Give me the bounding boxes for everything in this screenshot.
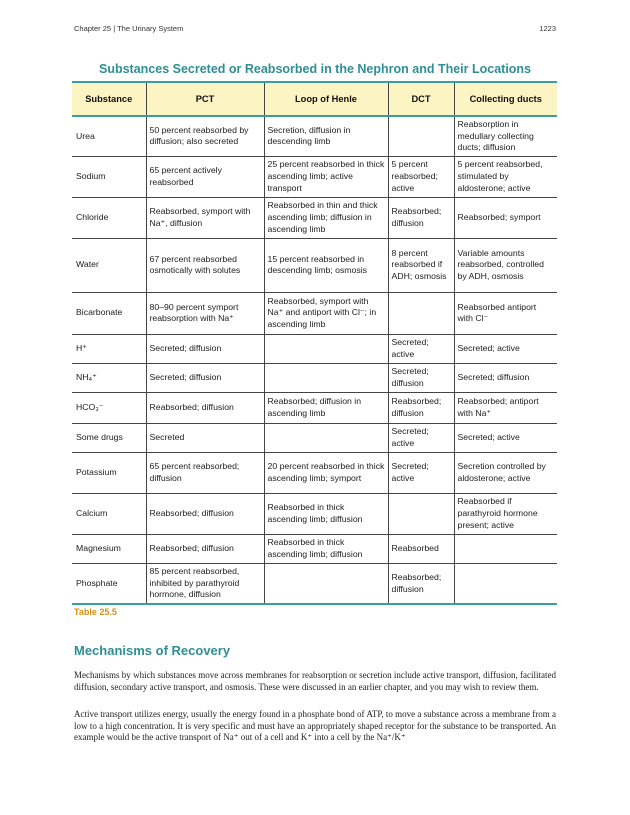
pct-cell: Secreted (146, 423, 264, 452)
pct-cell: 65 percent actively reabsorbed (146, 156, 264, 197)
dct-cell: Reabsorbed (388, 534, 454, 563)
column-header: DCT (388, 82, 454, 116)
loop-cell (264, 423, 388, 452)
dct-cell (388, 493, 454, 534)
column-header: Substance (72, 82, 146, 116)
section-heading: Mechanisms of Recovery (74, 643, 231, 658)
dct-cell: Reabsorbed; diffusion (388, 197, 454, 238)
pct-cell: 67 percent reabsorbed osmotically with solutes (146, 238, 264, 292)
collecting-cell: Reabsorbed if parathyroid hormone present; active (454, 493, 557, 534)
collecting-cell: Secretion controlled by aldosterone; active (454, 452, 557, 493)
pct-cell: Reabsorbed; diffusion (146, 392, 264, 423)
loop-cell (264, 563, 388, 604)
pct-cell: Secreted; diffusion (146, 334, 264, 363)
collecting-cell: 5 percent reabsorbed, stimulated by aldosterone; active (454, 156, 557, 197)
loop-cell: 25 percent reabsorbed in thick ascending limb; active transport (264, 156, 388, 197)
column-header: PCT (146, 82, 264, 116)
loop-cell (264, 363, 388, 392)
table-row (72, 156, 557, 197)
dct-cell: Secreted; active (388, 334, 454, 363)
pct-cell: Reabsorbed; diffusion (146, 493, 264, 534)
pct-cell: Reabsorbed, symport with Na⁺, diffusion (146, 197, 264, 238)
table-caption: Table 25.5 (74, 607, 117, 617)
loop-cell (264, 334, 388, 363)
collecting-cell: Reabsorbed; symport (454, 197, 557, 238)
loop-cell: 20 percent reabsorbed in thick ascending limb; symport (264, 452, 388, 493)
table-row (72, 238, 557, 292)
collecting-cell: Secreted; active (454, 334, 557, 363)
substance-cell: Chloride (72, 197, 146, 238)
loop-cell: Reabsorbed, symport with Na⁺ and antiport with Cl⁻; in ascending limb (264, 292, 388, 334)
collecting-cell: Variable amounts reabsorbed, controlled by ADH, osmosis (454, 238, 557, 292)
dct-cell (388, 292, 454, 334)
pct-cell: Reabsorbed; diffusion (146, 534, 264, 563)
dct-cell: Reabsorbed; diffusion (388, 392, 454, 423)
substance-cell: Sodium (72, 156, 146, 197)
dct-cell: Secreted; diffusion (388, 363, 454, 392)
dct-cell: Secreted; active (388, 423, 454, 452)
table-row (72, 116, 557, 156)
loop-cell: 15 percent reabsorbed in descending limb; osmosis (264, 238, 388, 292)
collecting-cell: Secreted; diffusion (454, 363, 557, 392)
table-row (72, 493, 557, 534)
column-header: Collecting ducts (454, 82, 557, 116)
table-row (72, 334, 557, 363)
substance-cell: HCO₃⁻ (72, 392, 146, 423)
loop-cell: Reabsorbed; diffusion in ascending limb (264, 392, 388, 423)
pct-cell: 50 percent reabsorbed by diffusion; also secreted (146, 116, 264, 156)
table-row (72, 563, 557, 604)
substance-cell: Magnesium (72, 534, 146, 563)
collecting-cell (454, 563, 557, 604)
substance-cell: Calcium (72, 493, 146, 534)
table-row (72, 534, 557, 563)
loop-cell: Reabsorbed in thin and thick ascending limb; diffusion in ascending limb (264, 197, 388, 238)
substance-cell: Bicarbonate (72, 292, 146, 334)
collecting-cell: Reabsorption in medullary collecting ducts; diffusion (454, 116, 557, 156)
table-row (72, 423, 557, 452)
collecting-cell: Reabsorbed; antiport with Na⁺ (454, 392, 557, 423)
substance-cell: Phosphate (72, 563, 146, 604)
column-header: Loop of Henle (264, 82, 388, 116)
substance-cell: Some drugs (72, 423, 146, 452)
loop-cell: Secretion, diffusion in descending limb (264, 116, 388, 156)
pct-cell: 65 percent reabsorbed; diffusion (146, 452, 264, 493)
table-header-row (72, 82, 557, 116)
collecting-cell: Secreted; active (454, 423, 557, 452)
loop-cell: Reabsorbed in thick ascending limb; diffusion (264, 493, 388, 534)
pct-cell: 85 percent reabsorbed, inhibited by parathyroid hormone, diffusion (146, 563, 264, 604)
substance-cell: Potassium (72, 452, 146, 493)
dct-cell: Secreted; active (388, 452, 454, 493)
table-row (72, 197, 557, 238)
page-number: 1223 (539, 24, 556, 33)
chapter-title: Chapter 25 | The Urinary System (74, 24, 184, 33)
body-paragraph: Active transport utilizes energy, usually the energy found in a phosphate bond of ATP, to move a substance across a membrane from a low to a high concentration. It is very specific and must have an appropriately shaped receptor for the substance to be transported. An example would be the active transport of Na⁺ out of a cell and K⁺ into a cell by the Na⁺/K⁺ (74, 709, 556, 743)
collecting-cell (454, 534, 557, 563)
pct-cell: 80–90 percent symport reabsorption with Na⁺ (146, 292, 264, 334)
table-row (72, 452, 557, 493)
table-row (72, 392, 557, 423)
dct-cell: 8 percent reabsorbed if ADH; osmosis (388, 238, 454, 292)
substance-cell: NH₄⁺ (72, 363, 146, 392)
table-row (72, 363, 557, 392)
collecting-cell: Reabsorbed antiport with Cl⁻ (454, 292, 557, 334)
dct-cell: 5 percent reabsorbed; active (388, 156, 454, 197)
pct-cell: Secreted; diffusion (146, 363, 264, 392)
table-title: Substances Secreted or Reabsorbed in the Nephron and Their Locations (98, 62, 532, 76)
dct-cell: Reabsorbed; diffusion (388, 563, 454, 604)
loop-cell: Reabsorbed in thick ascending limb; diffusion (264, 534, 388, 563)
nephron-substances-table (72, 81, 557, 605)
substance-cell: Urea (72, 116, 146, 156)
table-row (72, 292, 557, 334)
body-paragraph: Mechanisms by which substances move across membranes for reabsorption or secretion include active transport, diffusion, facilitated diffusion, secondary active transport, and osmosis. These were discussed in an earlier chapter, and you may wish to review them. (74, 670, 556, 692)
dct-cell (388, 116, 454, 156)
substance-cell: Water (72, 238, 146, 292)
substance-cell: H⁺ (72, 334, 146, 363)
